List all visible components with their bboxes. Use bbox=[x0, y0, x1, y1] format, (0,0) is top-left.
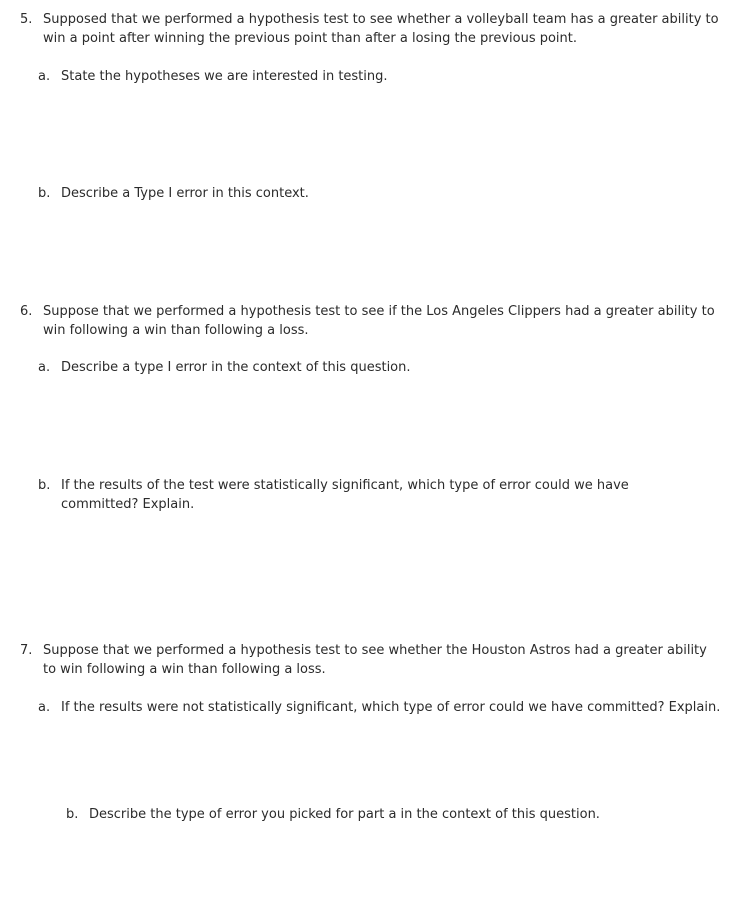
question-7-number: 7. bbox=[20, 643, 33, 658]
question-6-part-a-text: Describe a type I error in the context of this question. bbox=[61, 360, 411, 375]
question-5-part-a-label: a. bbox=[38, 69, 51, 84]
question-7-part-b-label: b. bbox=[66, 807, 79, 822]
question-7-text: Suppose that we performed a hypothesis test to see whether the Houston Astros had a greater ability to win following a win than following a loss. bbox=[43, 643, 707, 677]
question-7-part-a-label: a. bbox=[38, 700, 51, 715]
question-5-text: Supposed that we performed a hypothesis test to see whether a volleyball team has a greater ability to win a point after winning the previous point than after a losing the previous point. bbox=[43, 12, 719, 46]
question-5-part-b-label: b. bbox=[38, 186, 51, 201]
question-6-part-b-text: If the results of the test were statistically significant, which type of error could we have committed? Explain. bbox=[61, 478, 629, 512]
question-5-part-a-text: State the hypotheses we are interested in testing. bbox=[61, 69, 388, 84]
question-7-part-b-text: Describe the type of error you picked for part a in the context of this question. bbox=[89, 807, 600, 822]
question-6-text: Suppose that we performed a hypothesis test to see if the Los Angeles Clippers had a greater ability to win following a win than following a loss. bbox=[43, 304, 715, 338]
question-6-number: 6. bbox=[20, 304, 33, 319]
question-6-part-b-label: b. bbox=[38, 478, 51, 493]
question-7-part-a-text: If the results were not statistically significant, which type of error could we have committed? Explain. bbox=[61, 700, 721, 715]
question-6-part-a-label: a. bbox=[38, 360, 51, 375]
question-5-part-b-text: Describe a Type I error in this context. bbox=[61, 186, 309, 201]
question-5-number: 5. bbox=[20, 12, 33, 27]
